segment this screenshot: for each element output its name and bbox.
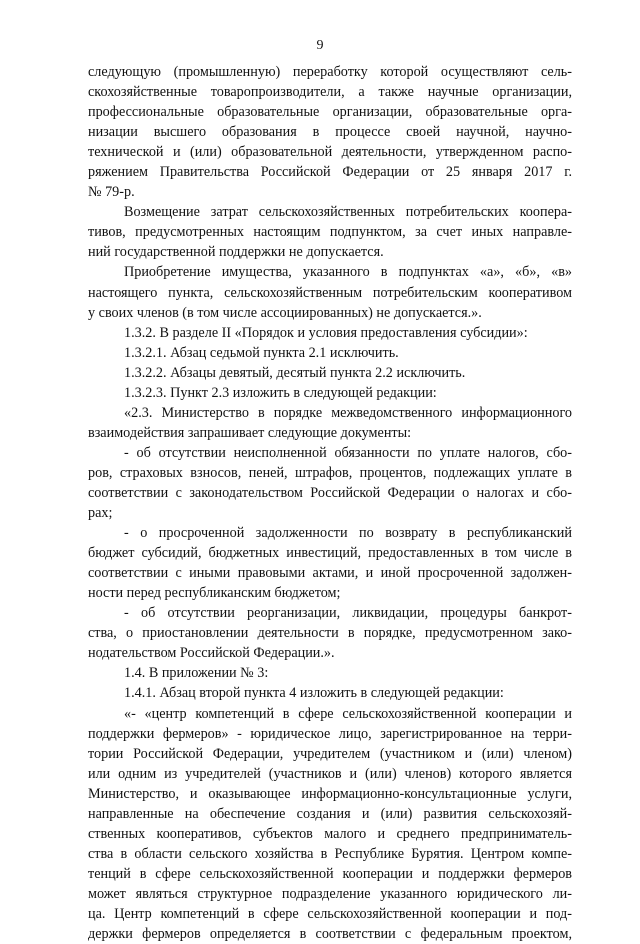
text-line: следующую (промышленную) переработку которой осуществляют сель- [88, 62, 572, 82]
text-line: ний государственной поддержки не допускается. [88, 242, 572, 262]
text-line: ственных кооперативов, субъектов малого и среднего предприниматель- [88, 824, 572, 844]
text-line: Приобретение имущества, указанного в подпунктах «а», «б», «в» [88, 262, 572, 282]
text-line: технической и (или) образовательной деятельности, утвержденном распо- [88, 142, 572, 162]
text-line: 1.3.2.3. Пункт 2.3 изложить в следующей редакции: [88, 383, 572, 403]
text-line: Возмещение затрат сельскохозяйственных потребительских коопера- [88, 202, 572, 222]
text-line: поддержки фермеров» - юридическое лицо, зарегистрированное на терри- [88, 724, 572, 744]
paragraph [88, 443, 572, 523]
paragraph [88, 62, 572, 202]
text-line: - об отсутствии неисполненной обязанности по уплате налогов, сбо- [88, 443, 572, 463]
text-line: профессиональные образовательные организации, образовательные орга- [88, 102, 572, 122]
text-line: ности перед республиканским бюджетом; [88, 583, 572, 603]
text-line: направленные на обеспечение создания и (или) развития сельскохозяй- [88, 804, 572, 824]
text-line: ства в области сельского хозяйства в Республике Бурятия. Центром компе- [88, 844, 572, 864]
document-body [88, 62, 572, 944]
text-line: 1.4.1. Абзац второй пункта 4 изложить в следующей редакции: [88, 683, 572, 703]
text-line: тенций в сфере сельскохозяйственной кооперации и поддержки фермеров [88, 864, 572, 884]
text-line: может являться структурное подразделение указанного юридического ли- [88, 884, 572, 904]
paragraph [88, 383, 572, 403]
text-line: настоящего пункта, сельскохозяйственным потребительским кооперативом [88, 283, 572, 303]
text-line: или одним из учредителей (участников и (или) членов) которого является [88, 764, 572, 784]
text-line: нодательством Российской Федерации.». [88, 643, 572, 663]
text-line: ца. Центр компетенций в сфере сельскохозяйственной кооперации и под- [88, 904, 572, 924]
paragraph [88, 202, 572, 262]
paragraph [88, 323, 572, 343]
text-line: взаимодействия запрашивает следующие документы: [88, 423, 572, 443]
paragraph [88, 683, 572, 703]
text-line: 1.3.2. В разделе II «Порядок и условия предоставления субсидии»: [88, 323, 572, 343]
text-line: ряжением Правительства Российской Федерации от 25 января 2017 г. [88, 162, 572, 182]
text-line: держки фермеров определяется в соответствии с федеральным проектом, [88, 924, 572, 944]
paragraph [88, 603, 572, 663]
text-line: «- «центр компетенций в сфере сельскохозяйственной кооперации и [88, 704, 572, 724]
text-line: 1.3.2.2. Абзацы девятый, десятый пункта 2.2 исключить. [88, 363, 572, 383]
text-line: ров, страховых взносов, пеней, штрафов, процентов, подлежащих уплате в [88, 463, 572, 483]
page-number: 9 [0, 37, 640, 55]
text-line: 1.4. В приложении № 3: [88, 663, 572, 683]
text-line: Министерство, и оказывающее информационно-консультационные услуги, [88, 784, 572, 804]
text-line: скохозяйственные товаропроизводители, а также научные организации, [88, 82, 572, 102]
text-line: ства, о приостановлении деятельности в порядке, предусмотренном зако- [88, 623, 572, 643]
text-line: - о просроченной задолженности по возврату в республиканский [88, 523, 572, 543]
text-line: у своих членов (в том числе ассоциированных) не допускается.». [88, 303, 572, 323]
text-line: соответствии с законодательством Российской Федерации о налогах и сбо- [88, 483, 572, 503]
paragraph [88, 663, 572, 683]
text-line: «2.3. Министерство в порядке межведомственного информационного [88, 403, 572, 423]
text-line: низации высшего образования в процессе своей научной, научно- [88, 122, 572, 142]
text-line: № 79-р. [88, 182, 572, 202]
paragraph [88, 363, 572, 383]
paragraph [88, 343, 572, 363]
text-line: тории Российской Федерации, учредителем (участником и (или) членом) [88, 744, 572, 764]
paragraph [88, 403, 572, 443]
paragraph [88, 523, 572, 603]
text-line: тивов, предусмотренных настоящим подпунктом, за счет иных направле- [88, 222, 572, 242]
text-line: рах; [88, 503, 572, 523]
paragraph [88, 262, 572, 322]
text-line: соответствии с иными правовыми актами, и иной просроченной задолжен- [88, 563, 572, 583]
paragraph [88, 704, 572, 944]
text-line: - об отсутствии реорганизации, ликвидации, процедуры банкрот- [88, 603, 572, 623]
text-line: бюджет субсидий, бюджетных инвестиций, предоставленных в том числе в [88, 543, 572, 563]
text-line: 1.3.2.1. Абзац седьмой пункта 2.1 исключить. [88, 343, 572, 363]
